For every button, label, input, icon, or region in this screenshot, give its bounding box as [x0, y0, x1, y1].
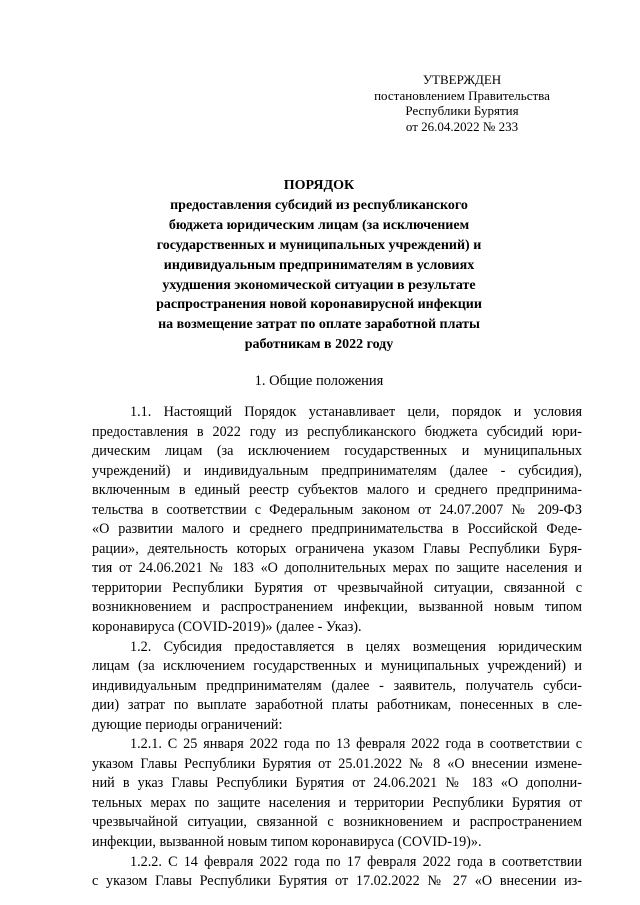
document-body — [92, 403, 582, 892]
approval-line: постановлением Правительства — [374, 87, 550, 103]
title-line: индивидуальным предпринимателям в условиях — [163, 257, 475, 273]
body-line: 1.2. Субсидия предоставляется в целях возмещения юридическим — [130, 638, 582, 655]
body-line: «О развитии малого и среднего предпринимательства в Российской Феде- — [92, 521, 582, 538]
approval-line: Республики Бурятия — [405, 103, 519, 118]
title-line: распространения новой коронавирусной инфекции — [156, 297, 482, 313]
body-line: 1.1. Настоящий Порядок устанавливает цели, порядок и условия — [130, 404, 582, 420]
body-line: с указом Главы Республики Бурятия от 17.02.2022 № 27 «О внесении из- — [92, 873, 582, 890]
title-line: работникам в 2022 году — [244, 337, 394, 353]
approval-line: УТВЕРЖДЕН — [422, 72, 502, 87]
title-line: бюджета юридическим лицам (за исключением — [168, 217, 470, 233]
body-line: 1.2.1. С 25 января 2022 года по 13 февраля 2022 года в соответствии с — [130, 736, 582, 753]
body-line: индивидуальным предпринимателям (далее - заявитель, получатель субси- — [92, 677, 582, 694]
body-line: учреждений) и индивидуальным предпринимателям (далее - субсидия), — [92, 462, 582, 479]
body-line: включенным в единый реестр субъектов малого и среднего предпринима- — [92, 482, 582, 499]
title-line: ухудшения экономической ситуации в результате — [162, 277, 476, 293]
title-line: на возмещение затрат по оплате заработной платы — [158, 317, 480, 333]
body-line: тия от 24.06.2021 № 183 «О дополнительных мерах по защите населения и — [92, 560, 582, 577]
approval-stamp — [372, 72, 552, 134]
body-line: указом Главы Республики Бурятия от 25.01.2022 № 8 «О внесении измене- — [92, 755, 582, 772]
body-line: дическим лицам (за исключением государственных и муниципальных — [92, 443, 582, 460]
document-title — [100, 176, 538, 355]
body-line: территории Республики Бурятия от чрезвычайной ситуации, связанной с — [92, 579, 582, 596]
body-line: рации», деятельность которых ограничена указом Главы Республики Буря- — [92, 540, 582, 557]
title-line: государственных и муниципальных учреждений) и — [156, 237, 482, 253]
body-line: ний в указ Главы Республики Бурятия от 24.06.2021 № 183 «О дополни- — [92, 775, 582, 792]
body-line: тельных мерах по защите населения и территории Республики Бурятия от — [92, 794, 582, 811]
body-line: тельства в соответствии с Федеральным законом от 24.07.2007 № 209-ФЗ — [92, 501, 582, 518]
body-line: дии) затрат по выплате заработной платы работникам, понесенных в сле- — [92, 697, 582, 714]
approval-line: от 26.04.2022 № 233 — [405, 118, 519, 134]
body-line: лицам (за исключением государственных и муниципальных учреждений) и — [92, 658, 582, 675]
body-line: инфекции, вызванной новым типом коронавируса (COVID-19)». — [92, 834, 482, 851]
title-line: ПОРЯДОК — [283, 178, 355, 193]
title-line: предоставления субсидий из республиканского — [170, 197, 468, 213]
body-line: коронавируса (COVID-2019)» (далее - Указ). — [92, 619, 362, 636]
body-line: 1.2.2. С 14 февраля 2022 года по 17 февраля 2022 года в соответствии — [130, 853, 582, 870]
body-line: предоставления в 2022 году из республиканского бюджета субсидий юри- — [92, 423, 582, 440]
body-line: возникновением и распространением инфекции, вызванной новым типом — [92, 599, 582, 616]
body-line: дующие периоды ограничений: — [92, 716, 283, 733]
body-line: чрезвычайной ситуации, связанной с возникновением и распространением — [92, 814, 582, 831]
section-heading: 1. Общие положения — [254, 373, 384, 389]
